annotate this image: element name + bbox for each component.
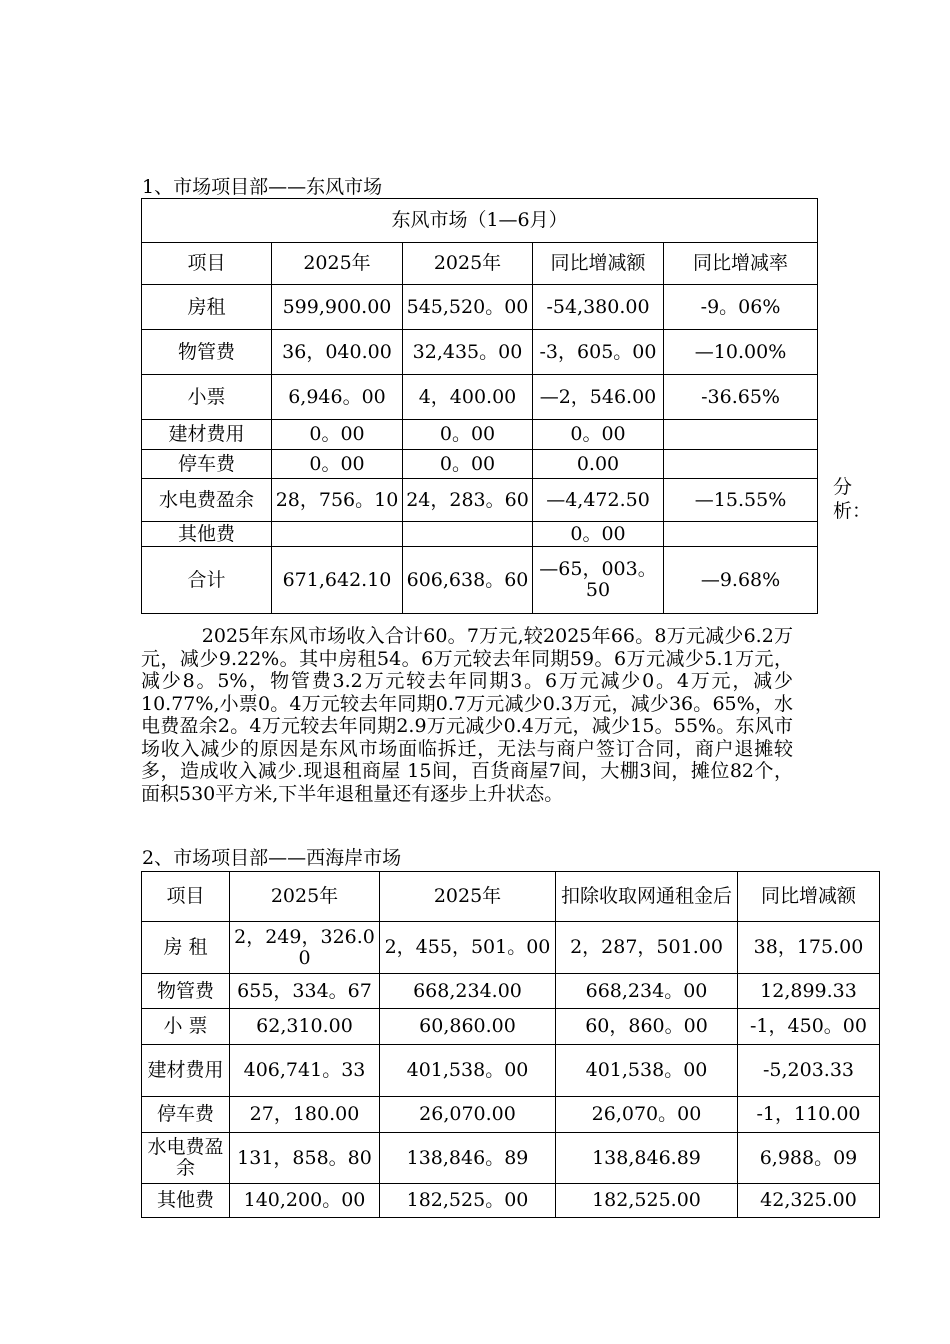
column-header: 项目 <box>142 243 272 285</box>
table-cell: 物管费 <box>142 974 230 1009</box>
table-row <box>142 1045 880 1097</box>
table-cell: 0。00 <box>403 450 533 479</box>
table-total-row <box>142 547 818 614</box>
table-cell: 0.00 <box>533 450 664 479</box>
table-row <box>142 974 880 1009</box>
table-title-row <box>142 199 818 243</box>
table-cell: —65，003。50 <box>533 547 664 614</box>
table-cell: 24，283。60 <box>403 479 533 522</box>
table-cell: 水电费盈余 <box>142 1133 230 1184</box>
analysis-side-label: 分析： <box>833 476 872 522</box>
table-cell <box>664 420 818 450</box>
table-cell: 2，287，501.00 <box>556 922 738 974</box>
table-cell: -36.65% <box>664 375 818 420</box>
table-cell: —9.68% <box>664 547 818 614</box>
table-cell: 停车费 <box>142 1097 230 1133</box>
table-cell: 小票 <box>142 375 272 420</box>
table-row <box>142 1184 880 1218</box>
table-cell: 27，180.00 <box>230 1097 380 1133</box>
table-cell: 668,234.00 <box>380 974 556 1009</box>
table-cell: —10.00% <box>664 330 818 375</box>
table-cell: 38，175.00 <box>738 922 880 974</box>
table-cell <box>664 450 818 479</box>
table-cell: 12,899.33 <box>738 974 880 1009</box>
table-cell: -5,203.33 <box>738 1045 880 1097</box>
table-cell: -9。06% <box>664 285 818 330</box>
table-cell: 668,234。00 <box>556 974 738 1009</box>
table-cell: 606,638。60 <box>403 547 533 614</box>
column-header: 2025年 <box>403 243 533 285</box>
table-cell: 2，455，501。00 <box>380 922 556 974</box>
column-header: 同比增减额 <box>533 243 664 285</box>
table-cell: 合计 <box>142 547 272 614</box>
column-header: 同比增减率 <box>664 243 818 285</box>
table-cell: 6,946。00 <box>272 375 403 420</box>
table-cell: —2，546.00 <box>533 375 664 420</box>
table-cell: 32,435。00 <box>403 330 533 375</box>
column-header: 2025年 <box>380 872 556 922</box>
table-row <box>142 1009 880 1045</box>
table-cell: 42,325.00 <box>738 1184 880 1218</box>
table-cell <box>272 522 403 547</box>
table-cell <box>664 522 818 547</box>
column-header: 项目 <box>142 872 230 922</box>
table-row <box>142 1133 880 1184</box>
section1-heading: 1、市场项目部——东风市场 <box>142 176 383 198</box>
table-cell: 4，400.00 <box>403 375 533 420</box>
table-cell: 406,741。33 <box>230 1045 380 1097</box>
table-row <box>142 420 818 450</box>
table-cell: 131，858。80 <box>230 1133 380 1184</box>
table-cell: 182,525。00 <box>380 1184 556 1218</box>
table-cell: 2，249，326.00 <box>230 922 380 974</box>
table-cell: 物管费 <box>142 330 272 375</box>
analysis-text: 2025年东风市场收入合计60。7万元,较2025年66。8万元减少6.2万元，减少9.22%。其中房租54。6万元较去年同期59。6万元减少5.1万元，减少8。5%，物管费3.2万元较去年同期3。6万元减少0。4万元，减少10.77%,小票0。4万元较去年同期0.7万元减少0.3万元，减少36。65%，水电费盈余2。4万元较去年同期2.9万元减少0.4万元，减少15。55%。东风市场收入减少的原因是东风市场面临拆迁，无法与商户签订合同，商户退摊较多，造成收入减少.现退租商屋 15间，百货商屋7间，大棚3间，摊位82个，面积530平方米,下半年退租量还有逐步上升状态。 <box>141 625 793 805</box>
column-header: 同比增减额 <box>738 872 880 922</box>
table-row <box>142 522 818 547</box>
table-cell: 0。00 <box>403 420 533 450</box>
table-row <box>142 375 818 420</box>
table-cell: 6,988。09 <box>738 1133 880 1184</box>
table-cell: 建材费用 <box>142 420 272 450</box>
table-cell: -3，605。00 <box>533 330 664 375</box>
table-cell: -1，110.00 <box>738 1097 880 1133</box>
table-cell: 小 票 <box>142 1009 230 1045</box>
table-cell: 房租 <box>142 285 272 330</box>
table-cell: 60，860。00 <box>556 1009 738 1045</box>
table-cell: 599,900.00 <box>272 285 403 330</box>
section2-heading: 2、市场项目部——西海岸市场 <box>142 847 402 869</box>
table-cell: 0。00 <box>272 420 403 450</box>
table-cell: 138,846.89 <box>556 1133 738 1184</box>
column-header: 扣除收取网通租金后 <box>556 872 738 922</box>
table-cell: 0。00 <box>533 420 664 450</box>
column-header: 2025年 <box>272 243 403 285</box>
table-cell: 建材费用 <box>142 1045 230 1097</box>
table-cell: 0。00 <box>533 522 664 547</box>
table-cell: -54,380.00 <box>533 285 664 330</box>
table-cell: 545,520。00 <box>403 285 533 330</box>
table-cell <box>403 522 533 547</box>
table-cell: 36，040.00 <box>272 330 403 375</box>
table-cell: 26,070.00 <box>380 1097 556 1133</box>
table-cell: 62,310.00 <box>230 1009 380 1045</box>
table-cell: —15.55% <box>664 479 818 522</box>
table-row <box>142 479 818 522</box>
table-header-row <box>142 243 818 285</box>
column-header: 2025年 <box>230 872 380 922</box>
table-row <box>142 1097 880 1133</box>
table-cell: 60,860.00 <box>380 1009 556 1045</box>
table-row <box>142 285 818 330</box>
table-cell: 其他费 <box>142 522 272 547</box>
table-cell: 671,642.10 <box>272 547 403 614</box>
table-header-row <box>142 872 880 922</box>
table-cell: -1，450。00 <box>738 1009 880 1045</box>
table-cell: 182,525.00 <box>556 1184 738 1218</box>
table-cell: 停车费 <box>142 450 272 479</box>
xihaian-table <box>141 871 880 1218</box>
table-title: 东风市场（1—6月） <box>142 199 818 243</box>
table-cell: —4,472.50 <box>533 479 664 522</box>
table-row <box>142 450 818 479</box>
table-cell: 401,538。00 <box>380 1045 556 1097</box>
table-cell: 138,846。89 <box>380 1133 556 1184</box>
table-cell: 0。00 <box>272 450 403 479</box>
table-cell: 水电费盈余 <box>142 479 272 522</box>
table-cell: 655，334。67 <box>230 974 380 1009</box>
table-cell: 26,070。00 <box>556 1097 738 1133</box>
analysis-paragraph <box>141 625 793 805</box>
table-row <box>142 330 818 375</box>
table-cell: 房 租 <box>142 922 230 974</box>
table-row <box>142 922 880 974</box>
table-cell: 401,538。00 <box>556 1045 738 1097</box>
table-cell: 其他费 <box>142 1184 230 1218</box>
table-cell: 28，756。10 <box>272 479 403 522</box>
dongfeng-table <box>141 198 818 614</box>
table-cell: 140,200。00 <box>230 1184 380 1218</box>
